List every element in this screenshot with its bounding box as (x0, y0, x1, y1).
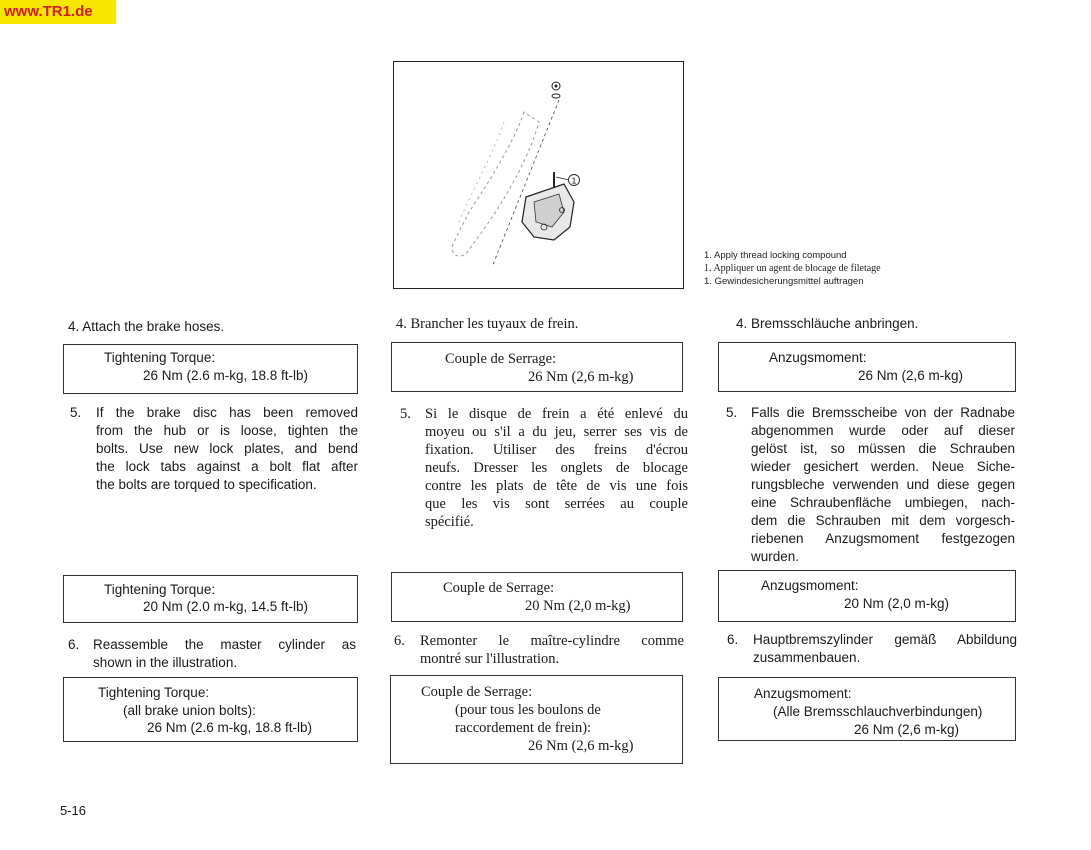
torque-subtitle: raccordement de frein): (455, 720, 592, 736)
figure-caption (704, 249, 881, 288)
torque-title: Couple de Serrage: (421, 684, 533, 700)
page-number: 5-16 (60, 803, 87, 818)
text-line: moyeu ou s'il a du jeu, serrer ses vis de (425, 424, 688, 440)
text-line: the lock tabs against a bolt flat after (96, 459, 358, 474)
torque-title: Tightening Torque: (104, 350, 216, 365)
text-line: contre les plats de tête de vis une fois (425, 478, 688, 494)
de-step-5-number: 5. (726, 405, 738, 420)
torque-title: Anzugsmoment: (754, 686, 852, 701)
caption-line-de: 1. Gewindesicherungsmittel auftragen (704, 276, 864, 287)
en-step-4: 4. Attach the brake hoses. (68, 319, 225, 334)
torque-value: 20 Nm (2,0 m-kg) (844, 596, 950, 611)
text-line: eine Schraubenfläche umbiegen, nach- (751, 495, 1015, 510)
caption-line-fr: 1. Appliquer un agent de blocage de filetage (704, 263, 881, 274)
brake-assembly-illustration (393, 61, 684, 289)
callout-number: 1 (571, 176, 577, 186)
text-line: wurden. (751, 549, 800, 564)
text-line: Remonter le maître-cylindre comme (420, 633, 684, 649)
torque-subtitle: (Alle Bremsschlauchverbindungen) (773, 704, 983, 719)
torque-value: 20 Nm (2.0 m-kg, 14.5 ft-lb) (143, 599, 309, 614)
text-line: Hauptbremszylinder gemäß Abbildung (753, 632, 1017, 647)
torque-title: Tightening Torque: (98, 685, 210, 700)
text-line: montré sur l'illustration. (420, 651, 560, 667)
text-line: abgenommen wurde oder auf dieser (751, 423, 1015, 438)
torque-value: 20 Nm (2,0 m-kg) (525, 598, 631, 614)
de-step-6-number: 6. (727, 632, 739, 647)
en-step-6-number: 6. (68, 637, 80, 652)
de-step-5-text (751, 404, 1015, 566)
text-line: gelöst ist, so müssen die Schrauben (751, 441, 1015, 456)
en-torque-box-1 (63, 344, 358, 394)
en-step-5-number: 5. (70, 405, 82, 420)
en-torque-box-3 (63, 677, 358, 742)
fr-torque-box-1 (391, 342, 683, 392)
caption-line-en: 1. Apply thread locking compound (704, 250, 847, 261)
en-step-5-text (96, 404, 358, 494)
torque-title: Couple de Serrage: (443, 580, 555, 596)
text-line: Falls die Bremsscheibe von der Radnabe (751, 405, 1015, 420)
fr-torque-box-3 (390, 675, 683, 764)
text-line: neufs. Dresser les onglets de blocage (425, 460, 688, 476)
torque-subtitle: (pour tous les boulons de (455, 702, 601, 718)
text-line: spécifié. (425, 514, 474, 530)
text-line: If the brake disc has been removed (96, 405, 358, 420)
text-line: zusammenbauen. (753, 650, 861, 665)
torque-value: 26 Nm (2.6 m-kg, 18.8 ft-lb) (147, 720, 313, 735)
brake-master-cylinder-drawing (394, 62, 682, 287)
text-line: bolts. Use new lock plates, and bend (96, 441, 358, 456)
fr-step-5-text (425, 405, 688, 531)
fr-step-4: 4. Brancher les tuyaux de frein. (396, 316, 579, 332)
text-line: fixation. Utiliser des freins d'écrou (425, 442, 688, 458)
text-line: the bolts are torqued to specification. (96, 477, 317, 492)
torque-title: Tightening Torque: (104, 582, 216, 597)
torque-value: 26 Nm (2,6 m-kg) (528, 738, 634, 754)
torque-value: 26 Nm (2.6 m-kg, 18.8 ft-lb) (143, 368, 309, 383)
watermark-banner: www.TR1.de (0, 0, 116, 24)
text-line: shown in the illustration. (93, 655, 238, 670)
torque-value: 26 Nm (2,6 m-kg) (528, 369, 634, 385)
fr-torque-box-2 (391, 572, 683, 622)
text-line: wieder gesichert werden. Neue Siche- (751, 459, 1015, 474)
fr-step-5-number: 5. (400, 406, 411, 422)
torque-title: Anzugsmoment: (761, 578, 859, 593)
de-step-6-text (753, 631, 1017, 667)
text-line: from the hub or is loose, tighten the (96, 423, 358, 438)
de-torque-box-2 (718, 570, 1016, 622)
text-line: que les vis sont serrées au couple (425, 496, 688, 512)
torque-subtitle: (all brake union bolts): (123, 703, 256, 718)
text-line: rungsbleche verwenden und diese gegen (751, 477, 1015, 492)
torque-value: 26 Nm (2,6 m-kg) (858, 368, 964, 383)
text-line: Reassemble the master cylinder as (93, 637, 356, 652)
text-line: riebenen Anzugsmoment festgezogen (751, 531, 1015, 546)
text-line: Si le disque de frein a été enlevé du (425, 406, 688, 422)
text-line: dem die Schrauben mit dem vorgesch- (751, 513, 1015, 528)
de-torque-box-1 (718, 342, 1016, 392)
fr-step-6-number: 6. (394, 633, 405, 649)
en-step-6-text (93, 636, 356, 672)
torque-value: 26 Nm (2,6 m-kg) (854, 722, 960, 737)
torque-title: Couple de Serrage: (445, 351, 557, 367)
fr-step-6-text (420, 632, 684, 668)
torque-title: Anzugsmoment: (769, 350, 867, 365)
de-step-4: 4. Bremsschläuche anbringen. (736, 316, 919, 331)
en-torque-box-2 (63, 575, 358, 623)
de-torque-box-3 (718, 677, 1016, 741)
